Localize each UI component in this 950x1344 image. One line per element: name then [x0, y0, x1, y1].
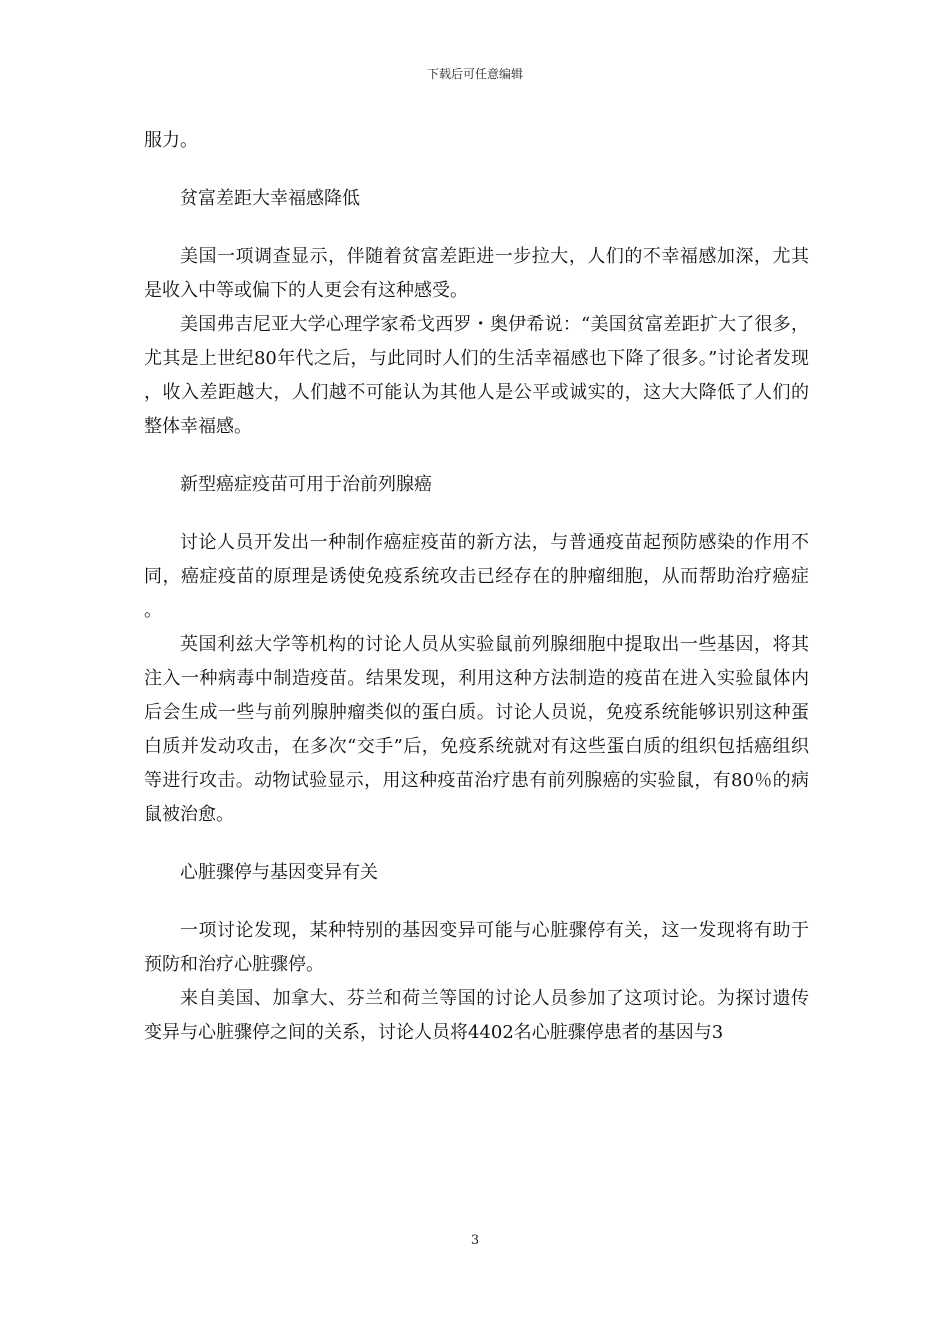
paragraph: 来自美国、加拿大、芬兰和荷兰等国的讨论人员参加了这项讨论。为探讨遗传变异与心脏骤停之间的关系，讨论人员将4402名心脏骤停患者的基因与3: [144, 988, 809, 1043]
paragraph: 英国利兹大学等机构的讨论人员从实验鼠前列腺细胞中提取出一些基因，将其注入一种病毒中制造疫苗。结果发现，利用这种方法制造的疫苗在进入实验鼠体内后会生成一些与前列腺肿瘤类似的蛋白质。讨论人员说，免疫系统能够识别这种蛋白质并发动攻击，在多次“交手”后，免疫系统就对有这些蛋白质的组织包括癌组织等进行攻击。动物试验显示，用这种疫苗治疗患有前列腺癌的实验鼠，有80％的病鼠被治愈。: [144, 634, 809, 825]
section-heading-cardiac-arrest: 心脏骤停与基因变异有关: [180, 862, 378, 883]
continuation-paragraph: 服力。: [144, 130, 198, 151]
section-heading-cancer-vaccine: 新型癌症疫苗可用于治前列腺癌: [180, 474, 432, 495]
document-body: [144, 124, 809, 1050]
section-heading-wealth-gap: 贫富差距大幸福感降低: [180, 188, 360, 209]
paragraph: 美国弗吉尼亚大学心理学家希戈西罗・奥伊希说：“美国贫富差距扩大了很多，尤其是上世纪80年代之后，与此同时人们的生活幸福感也下降了很多。”讨论者发现，收入差距越大，人们越不可能认为其他人是公平或诚实的，这大大降低了人们的整体幸福感。: [144, 314, 809, 437]
paragraph: 美国一项调查显示，伴随着贫富差距进一步拉大，人们的不幸福感加深，尤其是收入中等或偏下的人更会有这种感受。: [144, 246, 809, 301]
page-header: 下载后可任意编辑: [426, 67, 523, 81]
page-number: 3: [470, 1233, 480, 1248]
paragraph: 一项讨论发现，某种特别的基因变异可能与心脏骤停有关，这一发现将有助于预防和治疗心脏骤停。: [144, 920, 809, 975]
paragraph: 讨论人员开发出一种制作癌症疫苗的新方法，与普通疫苗起预防感染的作用不同，癌症疫苗的原理是诱使免疫系统攻击已经存在的肿瘤细胞，从而帮助治疗癌症。: [144, 532, 809, 621]
